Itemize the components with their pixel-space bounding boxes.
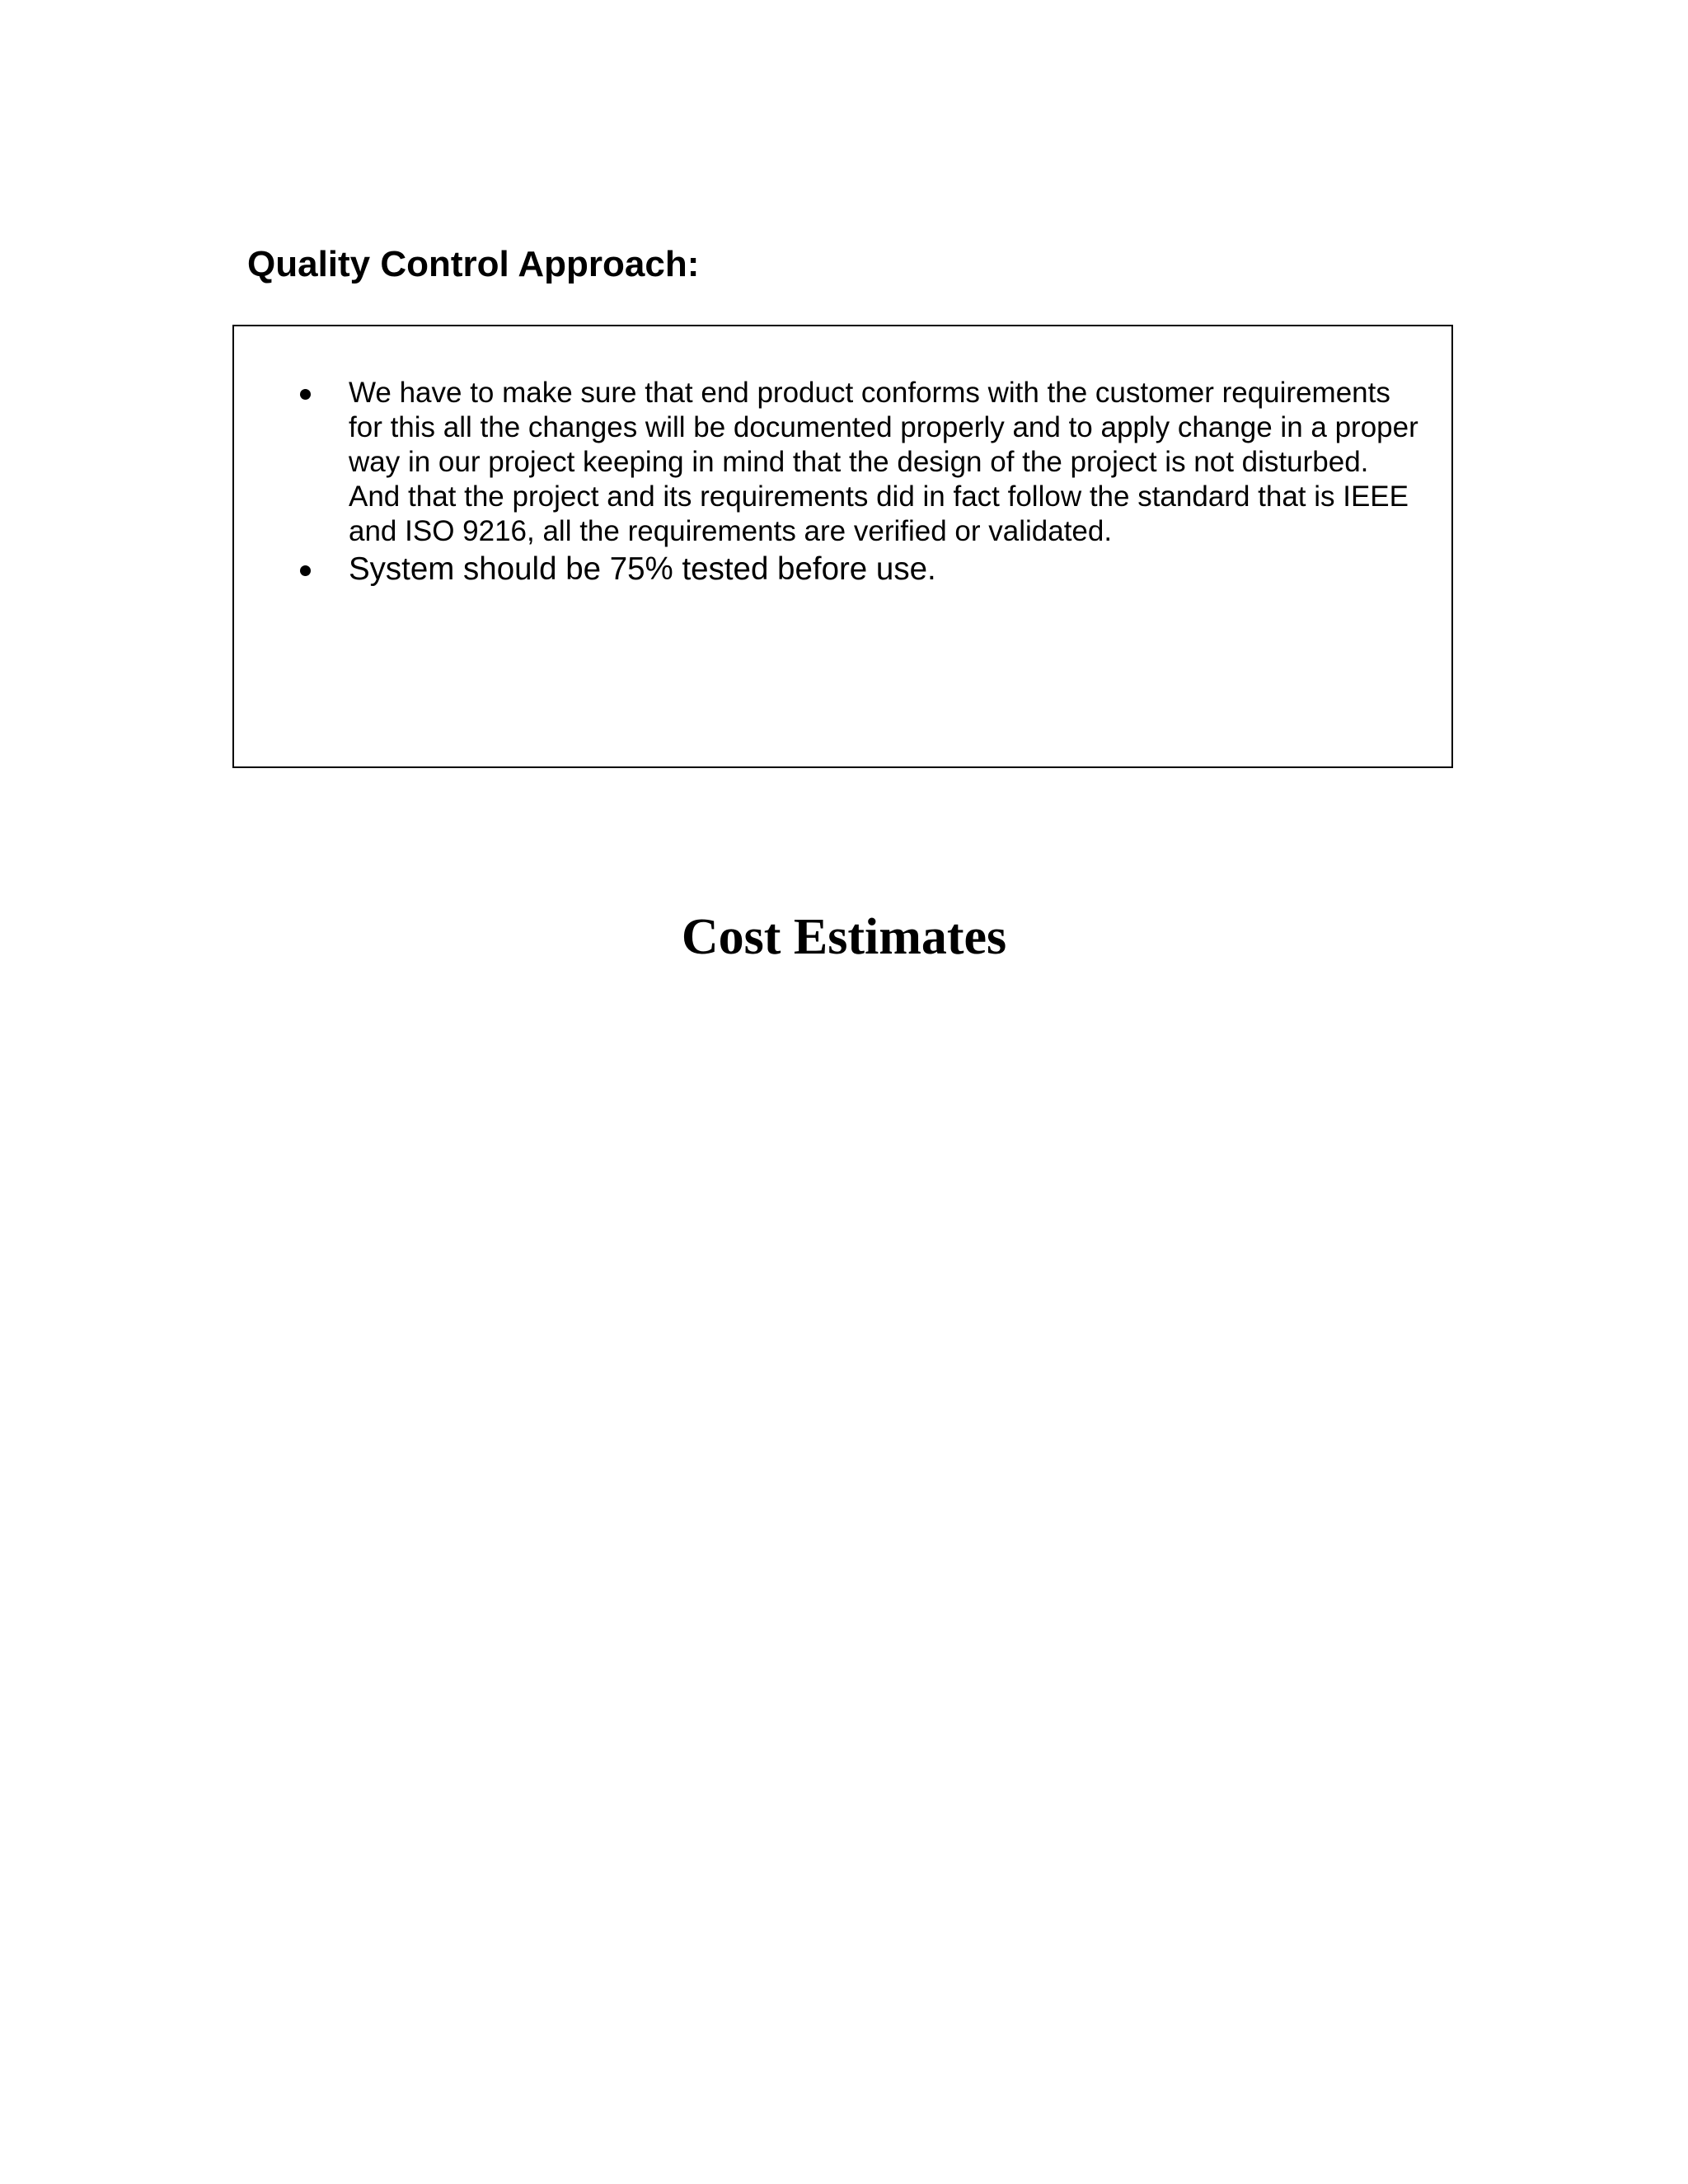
list-item-text: System should be 75% tested before use. xyxy=(349,551,936,587)
quality-control-box xyxy=(232,325,1453,768)
quality-control-list xyxy=(234,376,1451,588)
list-item xyxy=(234,551,1451,588)
quality-control-heading: Quality Control Approach: xyxy=(247,244,700,284)
bullet-icon xyxy=(300,376,311,410)
list-item xyxy=(234,376,1451,549)
list-item-text: We have to make sure that end product conforms with the customer requirements for this all the changes will be documented properly and to apply change in a proper way in our project keeping in mind that the design of the project is not disturbed. And that the project and its requirements did in fact follow the standard that is IEEE and ISO 9216, all the requirements are verified or validated. xyxy=(349,377,1418,547)
bullet-icon xyxy=(300,551,311,588)
cost-estimates-heading: Cost Estimates xyxy=(681,909,1007,965)
